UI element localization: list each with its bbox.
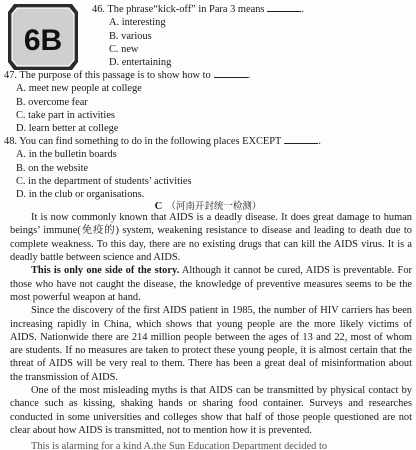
section-source: （河南开封统一检测） bbox=[166, 202, 262, 212]
option-b: B. various bbox=[109, 30, 152, 42]
question-46 bbox=[92, 2, 304, 70]
answer-blank bbox=[267, 2, 301, 12]
question-47-stem: 47. The purpose of this passage is to show how to . bbox=[4, 70, 251, 81]
reading-passage bbox=[10, 211, 412, 437]
paragraph-2-bold: This is only one side of the story. bbox=[31, 265, 180, 277]
option-a: A. interesting bbox=[109, 17, 166, 29]
paragraph-2: This is only one side of the story. Although it cannot be cured, AIDS is preventable. For those who have not caught the disease, the knowledge of preventive measures seems to be the most powerful weapon at hand. bbox=[10, 265, 412, 303]
answer-blank bbox=[214, 68, 248, 78]
option-c: C. new bbox=[109, 43, 139, 55]
badge-label: 6B bbox=[23, 24, 63, 57]
question-48-stem: 48. You can find something to do in the following places EXCEPT . bbox=[4, 136, 321, 147]
option-d: D. learn better at college bbox=[16, 123, 119, 135]
option-d: D. entertaining bbox=[109, 57, 172, 69]
option-a: A. in the bulletin boards bbox=[16, 149, 117, 161]
section-letter: C bbox=[154, 201, 163, 212]
paragraph-3: Since the discovery of the first AIDS patient in 1985, the number of HIV carriers has been increasing rapidly in China, which shows that young people are the more likely victims of AIDS. Nationwide there are 214 million people between the ages of 13 and 22, most of whom are students. If no measures are taken to protect these young people, it is almost certain that the threat of AIDS will be very real to them. There has been a great deal of misinformation about the transmission of AIDS. bbox=[10, 305, 412, 383]
question-47 bbox=[4, 68, 250, 136]
paragraph-5-partial: This is alarming for a kind A.the Sun Education Department decided to bbox=[31, 441, 328, 450]
section-badge-icon bbox=[6, 2, 80, 72]
paragraph-1: It is now commonly known that AIDS is a deadly disease. It does great damage to human beings’ immune(免疫的) system, weakening resistance to disease and leading to death due to complete weakness. To this day, there are no existing drugs that can kill the AIDS virus. It is a deadly battle between science and AIDS. bbox=[10, 212, 412, 263]
option-b: B. on the website bbox=[16, 162, 89, 174]
option-c: C. take part in activities bbox=[16, 109, 115, 121]
option-b: B. overcome fear bbox=[16, 96, 88, 108]
question-46-stem: 46. The phrase“kick-off” in Para 3 means . bbox=[92, 4, 305, 15]
option-a: A. meet new people at college bbox=[16, 83, 142, 95]
option-d: D. in the club or organisations. bbox=[16, 189, 145, 201]
option-c: C. in the department of students’ activities bbox=[16, 175, 192, 187]
question-48 bbox=[4, 134, 321, 202]
answer-blank bbox=[284, 134, 318, 144]
paragraph-4: One of the most misleading myths is that AIDS can be transmitted by physical contact by chance such as kissing, shaking hands or sharing food container. Surveys and researches conducted in some universities and colleges show that half of those people questioned are not clear about how AIDS is transmitted, not to mention how it is prevented. bbox=[10, 385, 412, 436]
